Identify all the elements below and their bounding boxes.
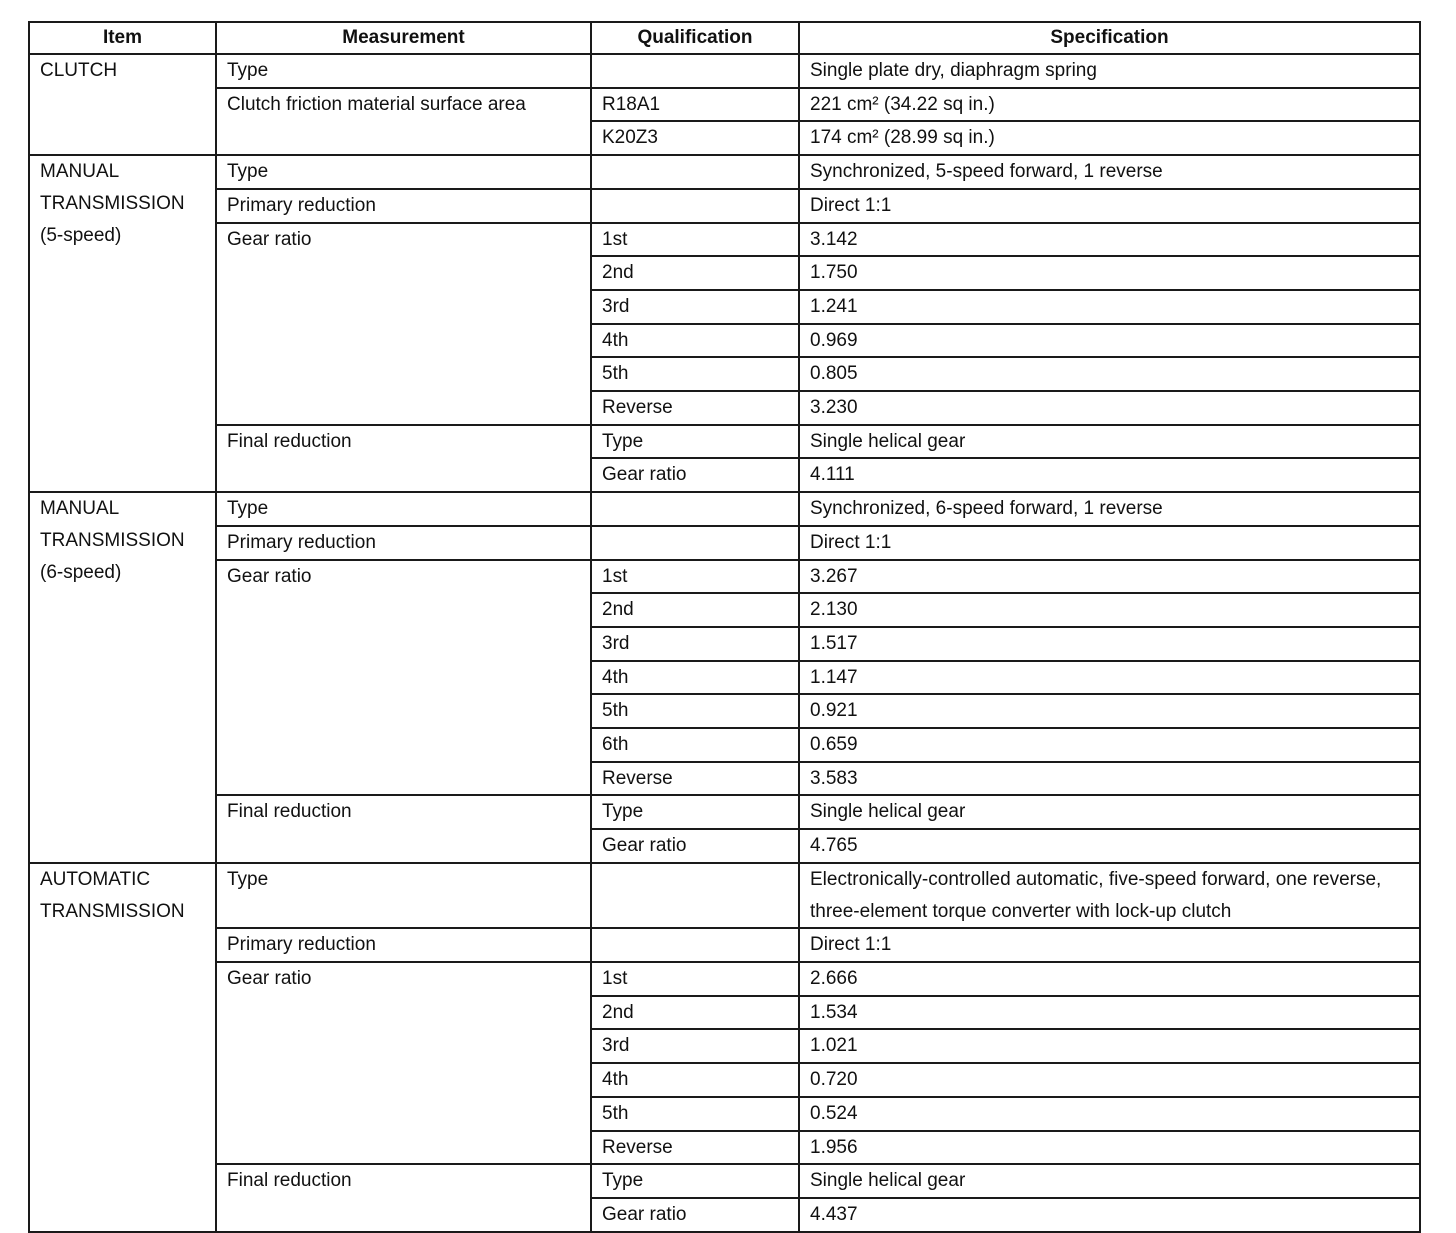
specification-cell: 0.720	[799, 1063, 1420, 1097]
specification-cell: 0.659	[799, 728, 1420, 762]
specification-cell: 1.956	[799, 1131, 1420, 1165]
specification-cell: 0.805	[799, 357, 1420, 391]
item-label-line: (5-speed)	[40, 224, 122, 246]
qualification-cell: Reverse	[591, 762, 799, 796]
specification-cell: 1.750	[799, 256, 1420, 290]
item-cell	[29, 155, 216, 492]
item-label-line: AUTOMATIC	[40, 868, 151, 890]
qualification-cell: 3rd	[591, 290, 799, 324]
item-cell	[29, 863, 216, 1232]
qualification-cell: Gear ratio	[591, 829, 799, 863]
specification-cell: 1.534	[799, 996, 1420, 1030]
item-label-line: (6-speed)	[40, 561, 122, 583]
qualification-cell: 5th	[591, 357, 799, 391]
specification-cell: 1.021	[799, 1029, 1420, 1063]
specification-cell: Synchronized, 5-speed forward, 1 reverse	[799, 155, 1420, 189]
qualification-cell: 3rd	[591, 1029, 799, 1063]
specification-cell: 4.437	[799, 1198, 1420, 1232]
qualification-cell: 4th	[591, 324, 799, 358]
qualification-cell: K20Z3	[591, 121, 799, 155]
specification-cell: 3.142	[799, 223, 1420, 257]
measurement-cell: Type	[216, 492, 591, 526]
table-row	[29, 492, 1420, 526]
header-specification: Specification	[799, 22, 1420, 54]
table-row	[29, 88, 1420, 122]
header-measurement: Measurement	[216, 22, 591, 54]
measurement-cell: Type	[216, 863, 591, 928]
specification-cell: 0.969	[799, 324, 1420, 358]
qualification-cell: 1st	[591, 223, 799, 257]
measurement-cell: Primary reduction	[216, 526, 591, 560]
qualification-cell: 1st	[591, 560, 799, 594]
qualification-cell: 6th	[591, 728, 799, 762]
qualification-cell	[591, 928, 799, 962]
qualification-cell: 2nd	[591, 256, 799, 290]
measurement-cell: Type	[216, 155, 591, 189]
specification-cell: 1.147	[799, 661, 1420, 695]
item-cell	[29, 492, 216, 863]
measurement-cell: Gear ratio	[216, 962, 591, 1164]
table-row	[29, 189, 1420, 223]
specification-cell: Single plate dry, diaphragm spring	[799, 54, 1420, 88]
header-row	[29, 22, 1420, 54]
measurement-cell: Type	[216, 54, 591, 88]
specification-cell: Single helical gear	[799, 795, 1420, 829]
specification-cell: 2.666	[799, 962, 1420, 996]
specification-cell: 4.111	[799, 458, 1420, 492]
qualification-cell	[591, 155, 799, 189]
qualification-cell: Reverse	[591, 1131, 799, 1165]
qualification-cell: Gear ratio	[591, 458, 799, 492]
measurement-cell: Primary reduction	[216, 928, 591, 962]
specification-cell: 221 cm² (34.22 sq in.)	[799, 88, 1420, 122]
table-row	[29, 223, 1420, 257]
qualification-cell	[591, 526, 799, 560]
table-row	[29, 962, 1420, 996]
table-row	[29, 560, 1420, 594]
qualification-cell: Reverse	[591, 391, 799, 425]
qualification-cell	[591, 492, 799, 526]
header-qualification: Qualification	[591, 22, 799, 54]
qualification-cell: 2nd	[591, 593, 799, 627]
measurement-cell: Final reduction	[216, 795, 591, 862]
specification-cell: 2.130	[799, 593, 1420, 627]
table-row	[29, 54, 1420, 88]
specification-cell: Synchronized, 6-speed forward, 1 reverse	[799, 492, 1420, 526]
qualification-cell: 3rd	[591, 627, 799, 661]
specification-cell: Single helical gear	[799, 1164, 1420, 1198]
qualification-cell: 4th	[591, 1063, 799, 1097]
table-row	[29, 526, 1420, 560]
item-label-line: TRANSMISSION	[40, 192, 185, 214]
header-item: Item	[29, 22, 216, 54]
table-row	[29, 155, 1420, 189]
specification-cell: 4.765	[799, 829, 1420, 863]
table-row	[29, 863, 1420, 928]
specification-cell: Electronically-controlled automatic, five-speed forward, one reverse, three-element torque converter with lock-up clutch	[799, 863, 1420, 928]
item-label-line: MANUAL	[40, 161, 120, 183]
qualification-cell: 5th	[591, 694, 799, 728]
specification-cell: Direct 1:1	[799, 928, 1420, 962]
qualification-cell: 2nd	[591, 996, 799, 1030]
item-label-line: TRANSMISSION	[40, 900, 185, 922]
specification-cell: 3.230	[799, 391, 1420, 425]
item-label-line: MANUAL	[40, 498, 120, 520]
qualification-cell: Type	[591, 425, 799, 459]
table-row	[29, 795, 1420, 829]
table-body	[29, 54, 1420, 1232]
specification-cell: Direct 1:1	[799, 189, 1420, 223]
specification-cell: 174 cm² (28.99 sq in.)	[799, 121, 1420, 155]
qualification-cell	[591, 863, 799, 928]
specification-cell: Direct 1:1	[799, 526, 1420, 560]
specification-cell: 1.517	[799, 627, 1420, 661]
table-row	[29, 425, 1420, 459]
qualification-cell: Type	[591, 795, 799, 829]
qualification-cell: 5th	[591, 1097, 799, 1131]
measurement-cell: Final reduction	[216, 1164, 591, 1231]
specification-cell: 0.921	[799, 694, 1420, 728]
measurement-cell: Primary reduction	[216, 189, 591, 223]
specification-cell: 3.583	[799, 762, 1420, 796]
item-label-line: CLUTCH	[40, 60, 118, 81]
measurement-cell: Clutch friction material surface area	[216, 88, 591, 155]
item-cell	[29, 54, 216, 155]
item-label-line: TRANSMISSION	[40, 529, 185, 551]
table-row	[29, 1164, 1420, 1198]
qualification-cell: R18A1	[591, 88, 799, 122]
qualification-cell	[591, 189, 799, 223]
table-row	[29, 928, 1420, 962]
qualification-cell	[591, 54, 799, 88]
qualification-cell: 4th	[591, 661, 799, 695]
specification-table	[28, 21, 1421, 1233]
qualification-cell: 1st	[591, 962, 799, 996]
specification-cell: Single helical gear	[799, 425, 1420, 459]
measurement-cell: Final reduction	[216, 425, 591, 492]
qualification-cell: Gear ratio	[591, 1198, 799, 1232]
specification-cell: 3.267	[799, 560, 1420, 594]
specification-cell: 0.524	[799, 1097, 1420, 1131]
measurement-cell: Gear ratio	[216, 560, 591, 796]
measurement-cell: Gear ratio	[216, 223, 591, 425]
qualification-cell: Type	[591, 1164, 799, 1198]
specification-cell: 1.241	[799, 290, 1420, 324]
